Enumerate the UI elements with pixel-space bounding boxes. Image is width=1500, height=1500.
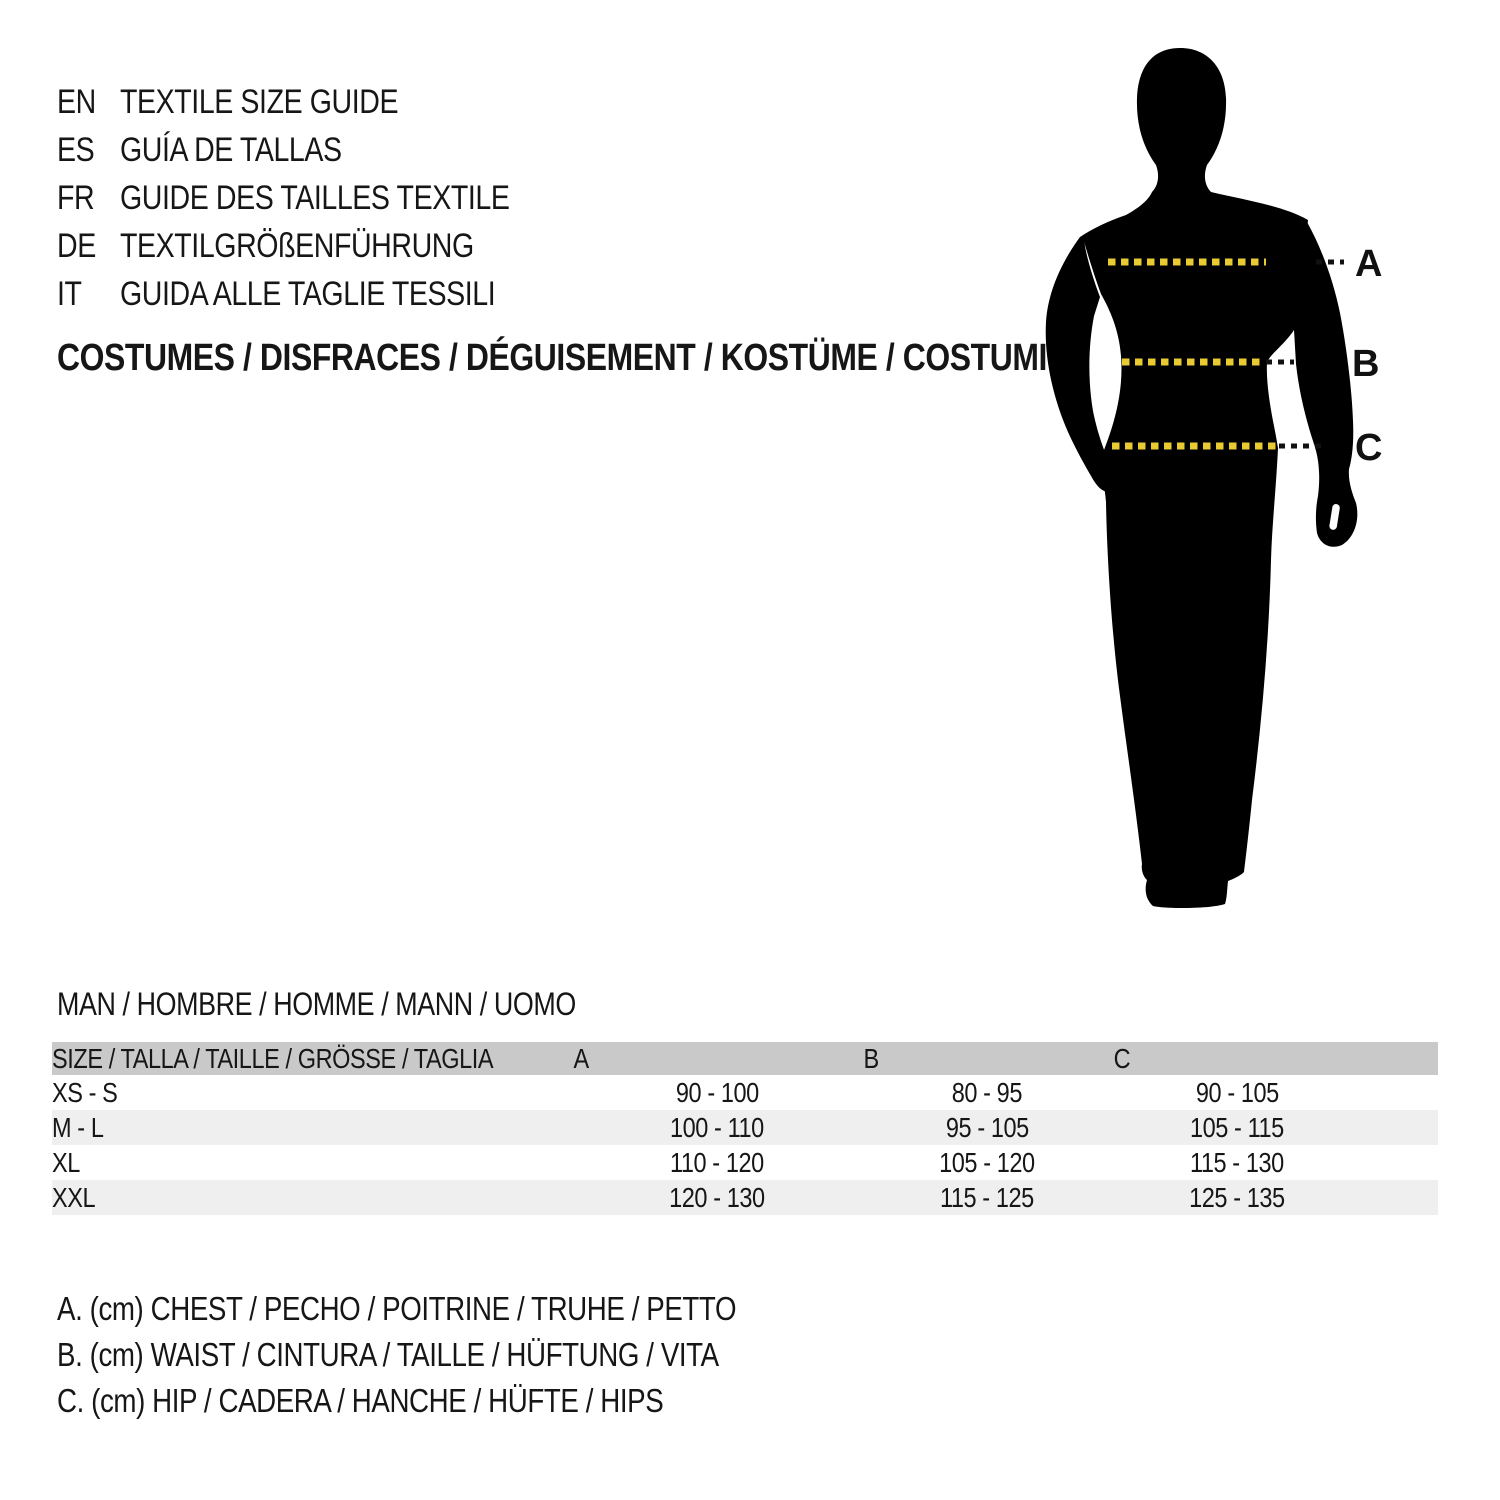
- chest-label: A: [1355, 243, 1383, 285]
- language-code: IT: [57, 275, 82, 313]
- language-title: GUIDE DES TAILLES TEXTILE: [120, 179, 510, 217]
- size-column-header: SIZE / TALLA / TAILLE / GRÖSSE / TAGLIA: [52, 1042, 494, 1074]
- hip-range: 105 - 115: [1190, 1111, 1284, 1143]
- language-title: TEXTILE SIZE GUIDE: [120, 83, 399, 121]
- language-row: [57, 270, 584, 318]
- table-row: [52, 1180, 1438, 1215]
- language-row: [57, 222, 584, 270]
- size-value: M - L: [52, 1111, 104, 1143]
- waist-range: 80 - 95: [951, 1076, 1023, 1108]
- language-code: DE: [57, 227, 96, 265]
- legend-line-waist: B. (cm) WAIST / CINTURA / TAILLE / HÜFTUNG / VITA: [57, 1336, 719, 1373]
- category-heading: COSTUMES / DISFRACES / DÉGUISEMENT / KOSTÜME / COSTUMI: [57, 337, 1047, 379]
- man-silhouette-svg: [1020, 20, 1480, 940]
- language-code: ES: [57, 131, 95, 169]
- column-a-header: A: [573, 1042, 589, 1074]
- waist-range: 105 - 120: [939, 1146, 1035, 1178]
- hip-range: 125 - 135: [1189, 1181, 1285, 1213]
- size-value: XL: [52, 1146, 80, 1178]
- silhouette-body: [1083, 48, 1308, 908]
- language-code: EN: [57, 83, 96, 121]
- chest-range: 100 - 110: [670, 1111, 764, 1143]
- table-row: [52, 1075, 1438, 1110]
- waist-label: B: [1352, 343, 1380, 385]
- legend-line-hip: C. (cm) HIP / CADERA / HANCHE / HÜFTE / HIPS: [57, 1382, 664, 1419]
- language-title: GUÍA DE TALLAS: [120, 131, 342, 169]
- size-table: [52, 1042, 1438, 1215]
- chest-range: 90 - 100: [675, 1076, 759, 1108]
- language-row: [57, 126, 584, 174]
- legend-line-chest: A. (cm) CHEST / PECHO / POITRINE / TRUHE / PETTO: [57, 1290, 737, 1327]
- chest-range: 120 - 130: [669, 1181, 765, 1213]
- language-row: [57, 174, 584, 222]
- waist-range: 115 - 125: [940, 1181, 1034, 1213]
- table-row: [52, 1110, 1438, 1145]
- language-code: FR: [57, 179, 95, 217]
- language-title: TEXTILGRÖßENFÜHRUNG: [120, 227, 474, 265]
- waist-range: 95 - 105: [945, 1111, 1029, 1143]
- hip-range: 90 - 105: [1195, 1076, 1279, 1108]
- language-title: GUIDA ALLE TAGLIE TESSILI: [120, 275, 496, 313]
- hip-range: 115 - 130: [1190, 1146, 1284, 1178]
- size-value: XS - S: [52, 1076, 118, 1108]
- size-value: XXL: [52, 1181, 96, 1213]
- size-table-header-row: [52, 1042, 1438, 1075]
- hip-label: C: [1355, 427, 1383, 469]
- column-b-header: B: [863, 1042, 879, 1074]
- language-row: [57, 78, 584, 126]
- column-c-header: C: [1113, 1042, 1131, 1074]
- table-row: [52, 1145, 1438, 1180]
- man-silhouette-figure: [1020, 20, 1480, 940]
- man-section-title: MAN / HOMBRE / HOMME / MANN / UOMO: [57, 986, 576, 1022]
- language-heading-block: [57, 78, 584, 318]
- chest-range: 110 - 120: [670, 1146, 764, 1178]
- measurement-legend: [57, 1286, 865, 1424]
